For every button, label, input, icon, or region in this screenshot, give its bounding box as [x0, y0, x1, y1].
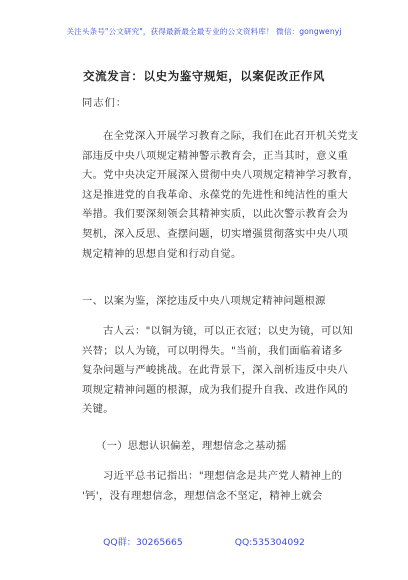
section-heading-1: 一、以案为鉴，深挖违反中央八项规定精神问题根源 — [82, 295, 326, 307]
paragraph-line: 契机，深入反思、查摆问题，切实增强贯彻落实中央八项 — [82, 227, 349, 240]
footer-contact — [0, 534, 408, 548]
paragraph-line: 规定精神的思想自觉和行动自觉。 — [82, 247, 242, 260]
paragraph-line: 项规定精神问题的根源，成为我们提升自我、改进作风的 — [82, 383, 349, 396]
paragraph-3 — [82, 467, 343, 506]
footer-qq: QQ:535304092 — [234, 537, 305, 548]
paragraph-line: 古人云："以铜为镜，可以正衣冠；以史为镜，可以知 — [103, 325, 353, 337]
document-title: 交流发言：以史为鉴守规矩，以案促改正作风 — [83, 69, 325, 83]
paragraph-line: 这是推进党的自我革命、永葆党的先进性和纯洁性的重大 — [82, 188, 349, 201]
paragraph-2 — [82, 322, 353, 420]
header-promo-note: 关注头条号"公文研究"，获得最新最全最专业的公文资料库！ 微信：gongwenyj — [66, 27, 342, 36]
paragraph-line: 复杂问题与严峻挑战。在此背景下，深入剖析违反中央八 — [82, 364, 349, 377]
paragraph-line: 举措。我们要深刻领会其精神实质，以此次警示教育会为 — [82, 208, 349, 221]
paragraph-line: 兴替；以人为镜，可以明得失。"当前，我们面临着诸多 — [82, 344, 343, 357]
paragraph-line: 大。党中央决定开展深入贯彻中央八项规定精神学习教育， — [82, 169, 359, 182]
footer-qq-group: QQ群：30265665 — [103, 537, 183, 548]
paragraph-line: '钙'，没有理想信念，理想信念不坚定，精神上就会 — [82, 489, 323, 502]
paragraph-line: 关键。 — [82, 403, 114, 416]
paragraph-line: 习近平总书记指出："理想信念是共产党人精神上的 — [103, 470, 343, 482]
paragraph-1 — [82, 127, 359, 264]
paragraph-line: 部违反中央八项规定精神警示教育会，正当其时，意义重 — [82, 149, 349, 162]
paragraph-line: 在全党深入开展学习教育之际，我们在此召开机关党支 — [103, 130, 359, 142]
section-heading-2: （一）思想认识偏差，理想信念之基动摇 — [96, 440, 287, 452]
greeting: 同志们： — [82, 97, 128, 109]
